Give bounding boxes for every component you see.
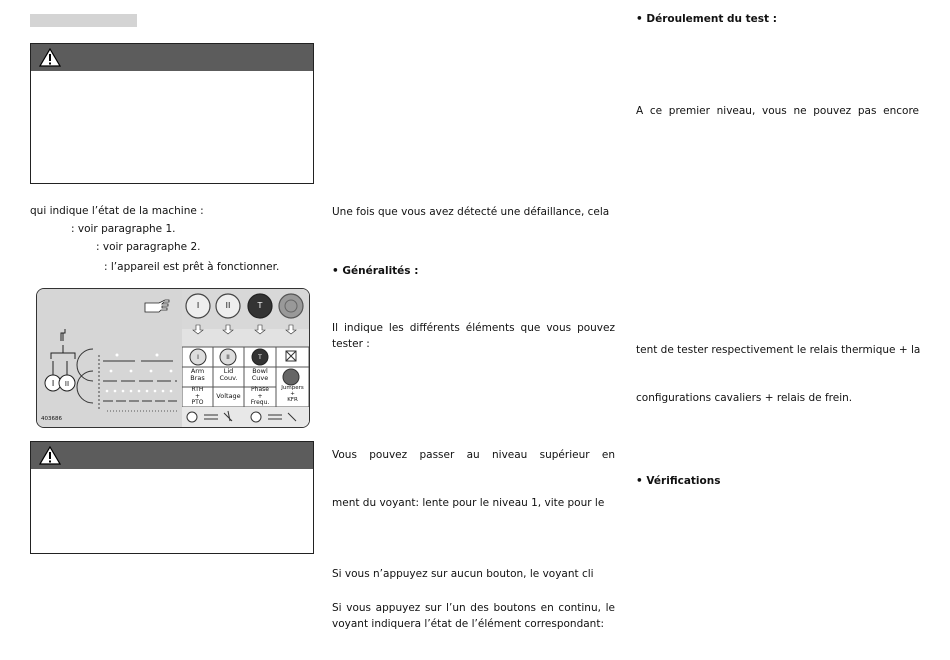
para4-line-1: Si vous appuyez sur l’un des boutons en continu, le	[332, 602, 615, 614]
status-intro: qui indique l’état de la machine :	[30, 205, 204, 217]
para2-line-1: Vous pouvez passer au niveau supérieur en	[332, 449, 615, 461]
label-voltage: Voltage	[216, 392, 241, 400]
warning-triangle-icon	[39, 48, 61, 67]
small-button-label-1: I	[197, 354, 199, 361]
panel-right-area	[182, 289, 309, 427]
warning-header	[31, 44, 313, 71]
small-button-label-2: II	[226, 354, 230, 361]
status-item-3: : l’appareil est prêt à fonctionner.	[104, 261, 280, 273]
top-button-label-2: II	[225, 301, 231, 310]
top-button-label-3: T	[257, 301, 263, 310]
heading-generalites: • Généralités :	[332, 265, 419, 277]
warning-box-1	[30, 43, 314, 184]
warning-box-2	[30, 441, 314, 554]
para1-line-2: tester :	[332, 338, 370, 350]
section-title-placeholder	[30, 14, 137, 27]
heading-deroulement: • Déroulement du test :	[636, 13, 777, 25]
top-button-label-1: I	[196, 301, 200, 310]
middle-line-1: Une fois que vous avez détecté une défaillance, cela	[332, 206, 610, 218]
status-item-2: : voir paragraphe 2.	[96, 241, 201, 253]
small-button-label-3: T	[258, 354, 262, 361]
status-item-1: : voir paragraphe 1.	[71, 223, 176, 235]
label-lid: Lid Couv.	[219, 367, 238, 382]
right-line-2: tent de tester respectivement le relais thermique + la	[636, 344, 921, 356]
label-bowl: Bowl Cuve	[251, 367, 269, 382]
label-rth: RTH + PTO	[191, 386, 204, 406]
para1-line-1: Il indique les différents éléments que vous pouvez	[332, 322, 615, 334]
control-panel-figure	[36, 288, 310, 428]
warning-triangle-icon	[39, 446, 61, 465]
para3-line: Si vous n’appuyez sur aucun bouton, le voyant cli	[332, 568, 594, 580]
label-jumpers: Jumpers + KFR	[281, 385, 304, 403]
right-line-1: A ce premier niveau, vous ne pouvez pas encore	[636, 105, 919, 117]
label-phase: Phase + Frequ.	[250, 386, 270, 406]
para2-line-2: ment du voyant: lente pour le niveau 1, vite pour le	[332, 497, 605, 509]
panel-left-area	[37, 289, 182, 427]
right-line-3: configurations cavaliers + relais de frein.	[636, 392, 853, 404]
warning-header	[31, 442, 313, 469]
svg-text:I: I	[51, 379, 55, 388]
pointing-hand-icon	[145, 300, 169, 312]
svg-text:II: II	[64, 380, 70, 388]
panel-code: 403686	[41, 416, 62, 422]
heading-verifications: • Vérifications	[636, 475, 721, 487]
para4-line-2: voyant indiquera l’état de l’élément correspondant:	[332, 618, 604, 630]
label-arm: Arm Bras	[190, 367, 205, 382]
wiring-diagram	[37, 289, 182, 427]
